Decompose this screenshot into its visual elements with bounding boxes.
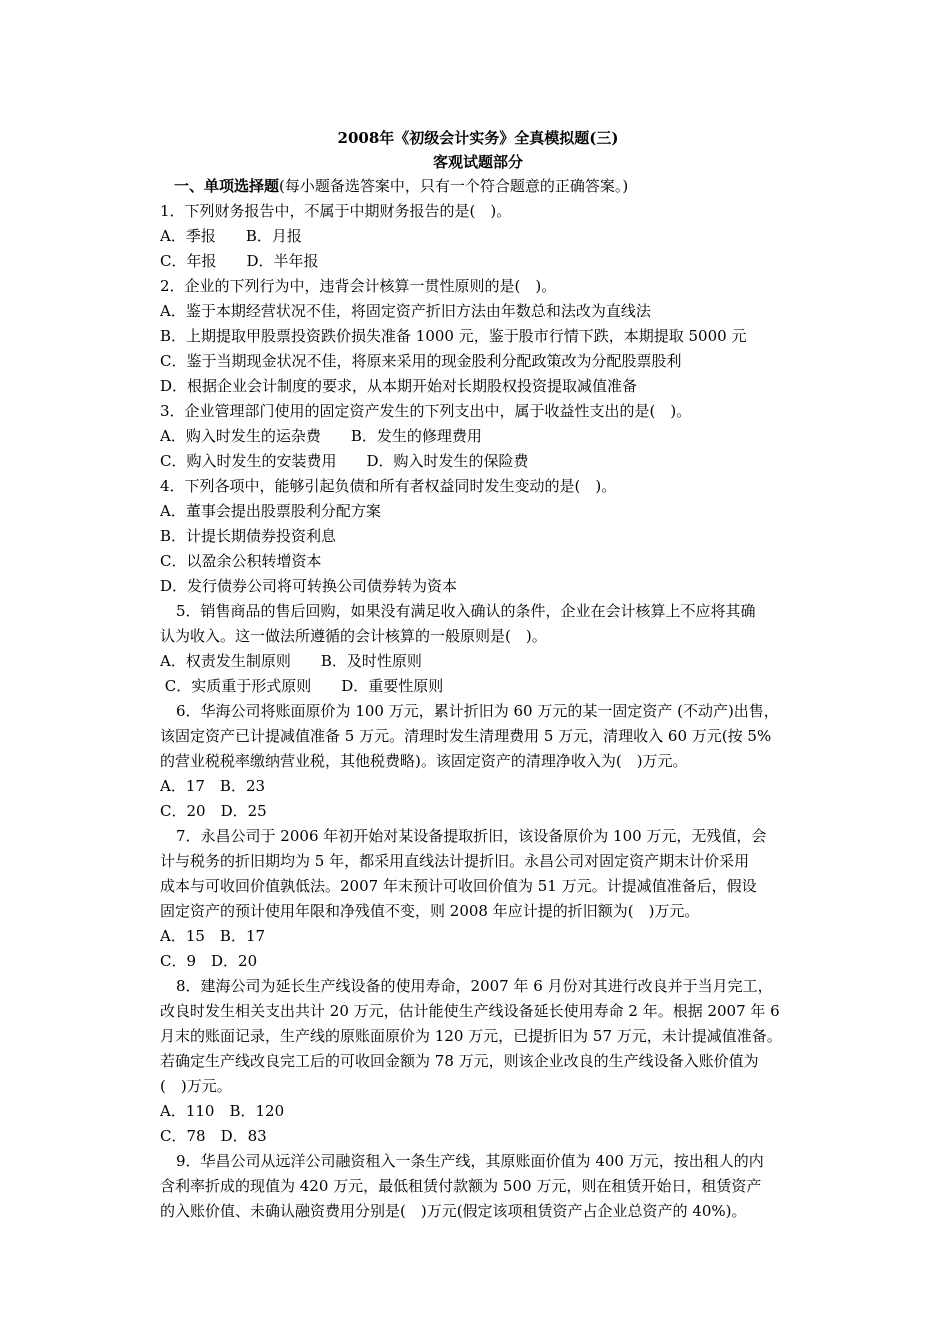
- question-4-option-b: B．计提长期债券投资利息: [160, 527, 337, 545]
- question-6-options-row-2: C．20 D．25: [160, 802, 267, 820]
- question-4-option-a: A．董事会提出股票股利分配方案: [160, 502, 381, 520]
- question-6-stem: [144, 699, 812, 774]
- document-subtitle: 客观试题部分: [432, 153, 523, 171]
- question-1-options-row-2: C．年报 D．半年报: [160, 252, 319, 270]
- document-title: 2008年《初级会计实务》全真模拟题(三): [337, 129, 619, 147]
- question-4-option-d: D．发行债券公司将可转换公司债券转为资本: [160, 577, 458, 595]
- question-5-stem-line-1: 5．销售商品的售后回购，如果没有满足收入确认的条件，企业在会计核算上不应将其确: [176, 602, 756, 620]
- question-7-options-row-2: C．9 D．20: [160, 952, 258, 970]
- question-5-stem-line-2: 认为收入。这一做法所遵循的会计核算的一般原则是( )。: [160, 627, 547, 645]
- question-4-stem: 4．下列各项中，能够引起负债和所有者权益同时发生变动的是( )。: [160, 477, 617, 495]
- question-2-option-b: B．上期提取甲股票投资跌价损失准备 1000 元，鉴于股市行情下跌，本期提取 5000 元: [160, 327, 747, 345]
- section-heading-label: 一、单项选择题: [174, 177, 280, 195]
- question-7-stem-line-3: 成本与可收回价值孰低法。2007 年末预计可收回价值为 51 万元。计提减值准备后，假设: [160, 877, 757, 895]
- question-7-options-row-1: A．15 B．17: [160, 927, 266, 945]
- question-8-stem-line-4: 若确定生产线改良完工后的可收回金额为 78 万元，则该企业改良的生产线设备入账价值为: [160, 1052, 759, 1070]
- question-5-stem: [144, 599, 812, 649]
- question-8-options-row-2: C．78 D．83: [160, 1127, 267, 1145]
- question-1-options-row-1: A．季报 B．月报: [160, 227, 302, 245]
- question-6-stem-line-2: 该固定资产已计提减值准备 5 万元。清理时发生清理费用 5 万元，清理收入 60 万元(按 5%: [160, 727, 772, 745]
- question-9-stem-line-2: 含利率折成的现值为 420 万元，最低租赁付款额为 500 万元，则在租赁开始日，租赁资产: [160, 1177, 762, 1195]
- question-2-stem: 2．企业的下列行为中，违背会计核算一贯性原则的是( )。: [160, 277, 557, 295]
- question-8-options-row-1: A．110 B．120: [160, 1102, 285, 1120]
- question-2-option-a: A．鉴于本期经营状况不佳，将固定资产折旧方法由年数总和法改为直线法: [160, 302, 651, 320]
- question-3-stem: 3．企业管理部门使用的固定资产发生的下列支出中，属于收益性支出的是( )。: [160, 402, 692, 420]
- question-8-stem: [144, 974, 812, 1099]
- question-3-options-row-1: A．购入时发生的运杂费 B．发生的修理费用: [160, 427, 482, 445]
- question-9-stem-line-1: 9．华昌公司从远洋公司融资租入一条生产线，其原账面价值为 400 万元，按出租人的内: [176, 1152, 764, 1170]
- question-4-option-c: C．以盈余公积转增资本: [160, 552, 322, 570]
- section-heading: [144, 174, 812, 199]
- question-8-stem-line-3: 月末的账面记录，生产线的原账面原价为 120 万元，已提折旧为 57 万元，未计提减值准备。: [160, 1027, 782, 1045]
- question-1-stem: 1．下列财务报告中，不属于中期财务报告的是( )。: [160, 202, 512, 220]
- section-heading-instruction: (每小题备选答案中，只有一个符合题意的正确答案。): [279, 177, 629, 195]
- question-9-stem-line-3: 的入账价值、未确认融资费用分别是( )万元(假定该项租赁资产占企业总资产的 40%)。: [160, 1202, 747, 1220]
- question-7-stem-line-1: 7．永昌公司于 2006 年初开始对某设备提取折旧，该设备原价为 100 万元，无残值，会: [176, 827, 767, 845]
- question-6-options-row-1: A．17 B．23: [160, 777, 266, 795]
- question-3-options-row-2: C．购入时发生的安装费用 D．购入时发生的保险费: [160, 452, 529, 470]
- question-7-stem: [144, 824, 812, 924]
- question-6-stem-line-3: 的营业税税率缴纳营业税，其他税费略)。该固定资产的清理净收入为( )万元。: [160, 752, 688, 770]
- question-8-stem-line-1: 8．建海公司为延长生产线设备的使用寿命，2007 年 6 月份对其进行改良并于当月完工，: [176, 977, 773, 995]
- question-5-options-row-1: A．权责发生制原则 B．及时性原则: [160, 652, 422, 670]
- question-7-stem-line-2: 计与税务的折旧期均为 5 年，都采用直线法计提折旧。永昌公司对固定资产期末计价采用: [160, 852, 750, 870]
- question-6-stem-line-1: 6．华海公司将账面原价为 100 万元，累计折旧为 60 万元的某一固定资产 (不动产)出售，: [176, 702, 779, 720]
- question-8-stem-line-5: ( )万元。: [160, 1077, 232, 1095]
- question-8-stem-line-2: 改良时发生相关支出共计 20 万元，估计能使生产线设备延长使用寿命 2 年。根据 2007 年 6: [160, 1002, 780, 1020]
- document-body: [144, 126, 812, 1224]
- question-5-options-row-2: C．实质重于形式原则 D．重要性原则: [160, 677, 444, 695]
- question-9-stem: [144, 1149, 812, 1224]
- question-7-stem-line-4: 固定资产的预计使用年限和净残值不变，则 2008 年应计提的折旧额为( )万元。: [160, 902, 700, 920]
- question-2-option-d: D．根据企业会计制度的要求，从本期开始对长期股权投资提取减值准备: [160, 377, 638, 395]
- question-2-option-c: C．鉴于当期现金状况不佳，将原来采用的现金股利分配政策改为分配股票股利: [160, 352, 682, 370]
